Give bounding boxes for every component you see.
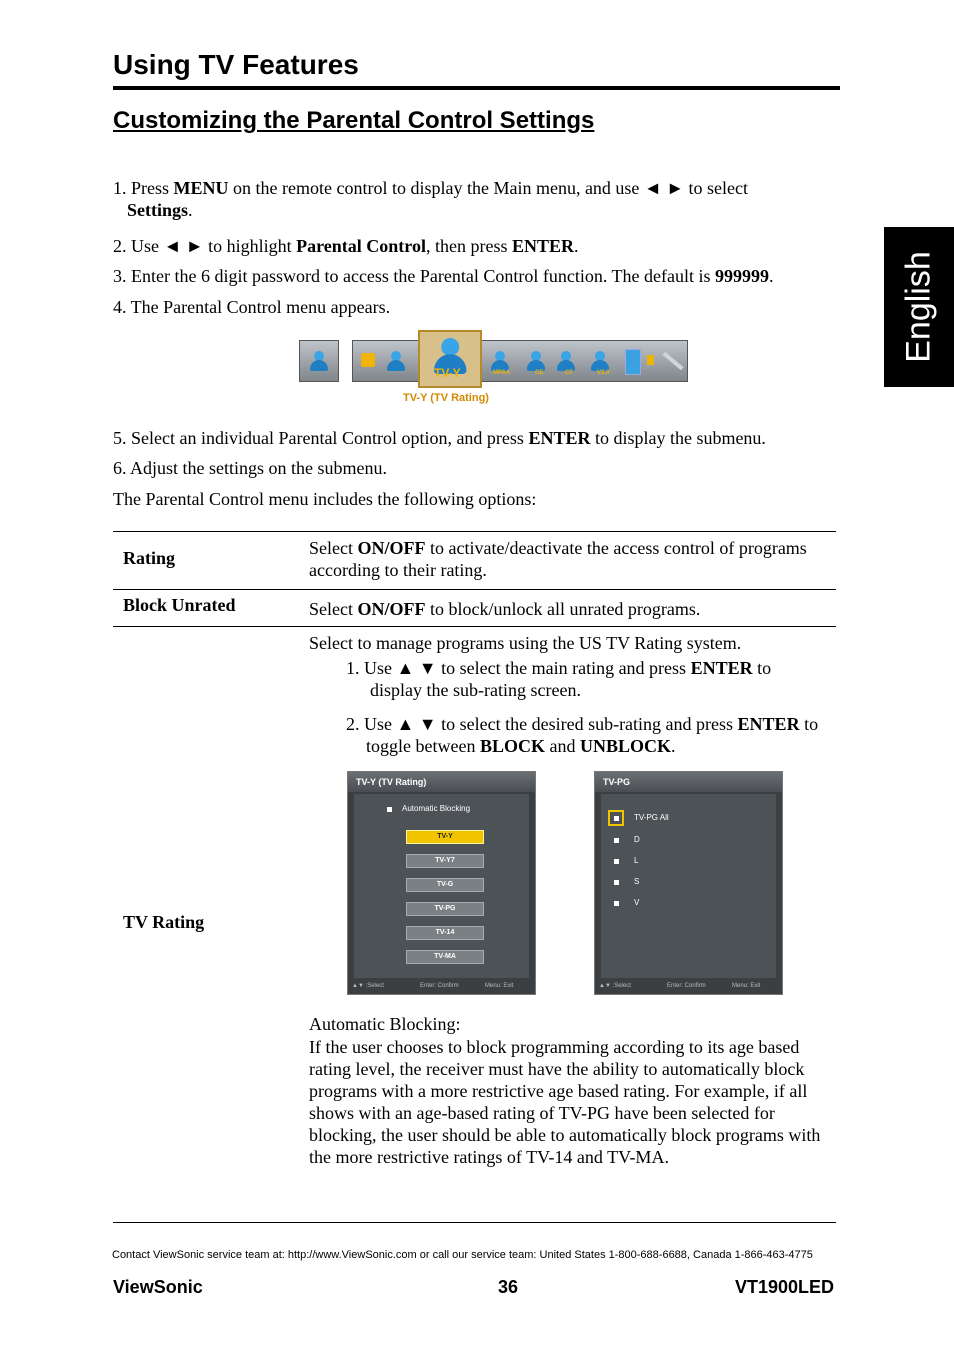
tv-rating-label: TV Rating <box>123 912 205 932</box>
contact-line: Contact ViewSonic service team at: http://www.ViewSonic.com or call our service team: United States 1-800-688-6688, Canada 1-866-463-4775 <box>112 1249 813 1261</box>
auto-block-label: Automatic Blocking <box>402 804 471 813</box>
osd-footer: ▲▼ :Select Enter: Confirm Menu: Exit <box>595 979 782 994</box>
table-rule-top <box>113 531 836 532</box>
rating-btn-tv-y7[interactable]: TV-Y7 <box>406 854 484 868</box>
mpaa-icon <box>491 351 509 371</box>
section-title: Using TV Features <box>113 49 359 80</box>
rating-btn-tv-pg[interactable]: TV-PG <box>406 902 484 916</box>
person-icon <box>310 351 328 371</box>
rating-btn-tv-g[interactable]: TV-G <box>406 878 484 892</box>
menu-segment-main: MPAA CE CF V2.0 <box>352 340 688 382</box>
step-4: 4. The Parental Control menu appears. <box>113 297 391 317</box>
osd-title: TV-Y (TV Rating) <box>348 772 535 792</box>
rating-label: Rating <box>123 548 176 568</box>
table-rule-3 <box>113 626 836 627</box>
lock-small-icon <box>647 355 654 365</box>
tv-rating-icon-selected: TV-Y <box>418 330 482 388</box>
osd-body <box>354 794 529 978</box>
s-checkbox[interactable] <box>614 880 619 885</box>
parental-control-menu-bar <box>299 330 689 410</box>
osd-body: TV-PG All D L S V <box>601 794 776 978</box>
step-5: 5. Select an individual Parental Control option, and press ENTER to display the submenu. <box>113 428 766 448</box>
footer-brand: ViewSonic <box>113 1277 203 1297</box>
canada-french-icon <box>557 351 575 371</box>
step-3: 3. Enter the 6 digit password to access the Parental Control function. The default is 999999. <box>113 266 774 286</box>
l-checkbox[interactable] <box>614 859 619 864</box>
table-rule-2 <box>113 589 836 590</box>
osd-tv-pg-screen <box>594 771 783 995</box>
step-2: 2. Use ◄ ► to highlight Parental Control, then press ENTER. <box>113 236 579 256</box>
rating-description: Select ON/OFF to activate/deactivate the access control of programs according to their rating. <box>309 538 807 580</box>
step-1: 1. Press MENU on the remote control to display the Main menu, and use ◄ ► to select Settings. <box>113 178 749 220</box>
osd-tv-y-screen <box>347 771 536 995</box>
auto-blocking-title: Automatic Blocking: <box>309 1014 461 1034</box>
block-unrated-label: Block Unrated <box>123 595 236 615</box>
password-icon <box>625 349 641 375</box>
rating-btn-tv-14[interactable]: TV-14 <box>406 926 484 940</box>
lock-icon <box>361 353 375 367</box>
auto-block-checkbox[interactable] <box>387 807 392 812</box>
block-unrated-description: Select ON/OFF to block/unlock all unrated programs. <box>309 599 701 619</box>
options-intro: The Parental Control menu includes the following options: <box>113 489 537 509</box>
person-question-icon <box>387 351 405 371</box>
page-number: 36 <box>498 1277 519 1297</box>
language-tab <box>884 227 954 387</box>
osd-title: TV-PG <box>595 772 782 792</box>
v-checkbox[interactable] <box>614 901 619 906</box>
osd-footer: ▲▼ :Select Enter: Confirm Menu: Exit <box>348 979 535 994</box>
footer-rule <box>113 1222 836 1223</box>
menu-caption: TV-Y (TV Rating) <box>403 392 489 404</box>
tv-rating-intro: Select to manage programs using the US TV Rating system. <box>309 633 742 653</box>
tv-pg-all-checkbox[interactable] <box>614 816 619 821</box>
tv-rating-step-1: 1. Use ▲ ▼ to select the main rating and press ENTER to display the sub-rating screen. <box>346 658 772 700</box>
rating-btn-tv-y[interactable]: TV-Y <box>406 830 484 844</box>
rrt-icon <box>591 351 609 371</box>
menu-segment-left <box>299 340 339 382</box>
d-checkbox[interactable] <box>614 838 619 843</box>
auto-blocking-text: If the user chooses to block programming according to its age based rating level, the receiver must have the ability to automatically block programs with a more restrictive age based rating. For example, if all shows with an age-based rating of TV-PG have been selected for blocking, the user should be able to automatically block programs with the more restrictive ratings of TV-14 and TV-MA. <box>309 1037 821 1167</box>
rating-btn-tv-ma[interactable]: TV-MA <box>406 950 484 964</box>
title-rule <box>113 86 840 90</box>
canada-english-icon <box>527 351 545 371</box>
footer-model: VT1900LED <box>735 1277 835 1297</box>
language-tab-label: English <box>899 251 938 363</box>
wrench-icon <box>663 352 684 370</box>
tv-rating-step-2: 2. Use ▲ ▼ to select the desired sub-rating and press ENTER to toggle between BLOCK and UNBLOCK. <box>346 714 819 756</box>
sub-title: Customizing the Parental Control Settings <box>113 107 595 134</box>
step-6: 6. Adjust the settings on the submenu. <box>113 458 387 478</box>
